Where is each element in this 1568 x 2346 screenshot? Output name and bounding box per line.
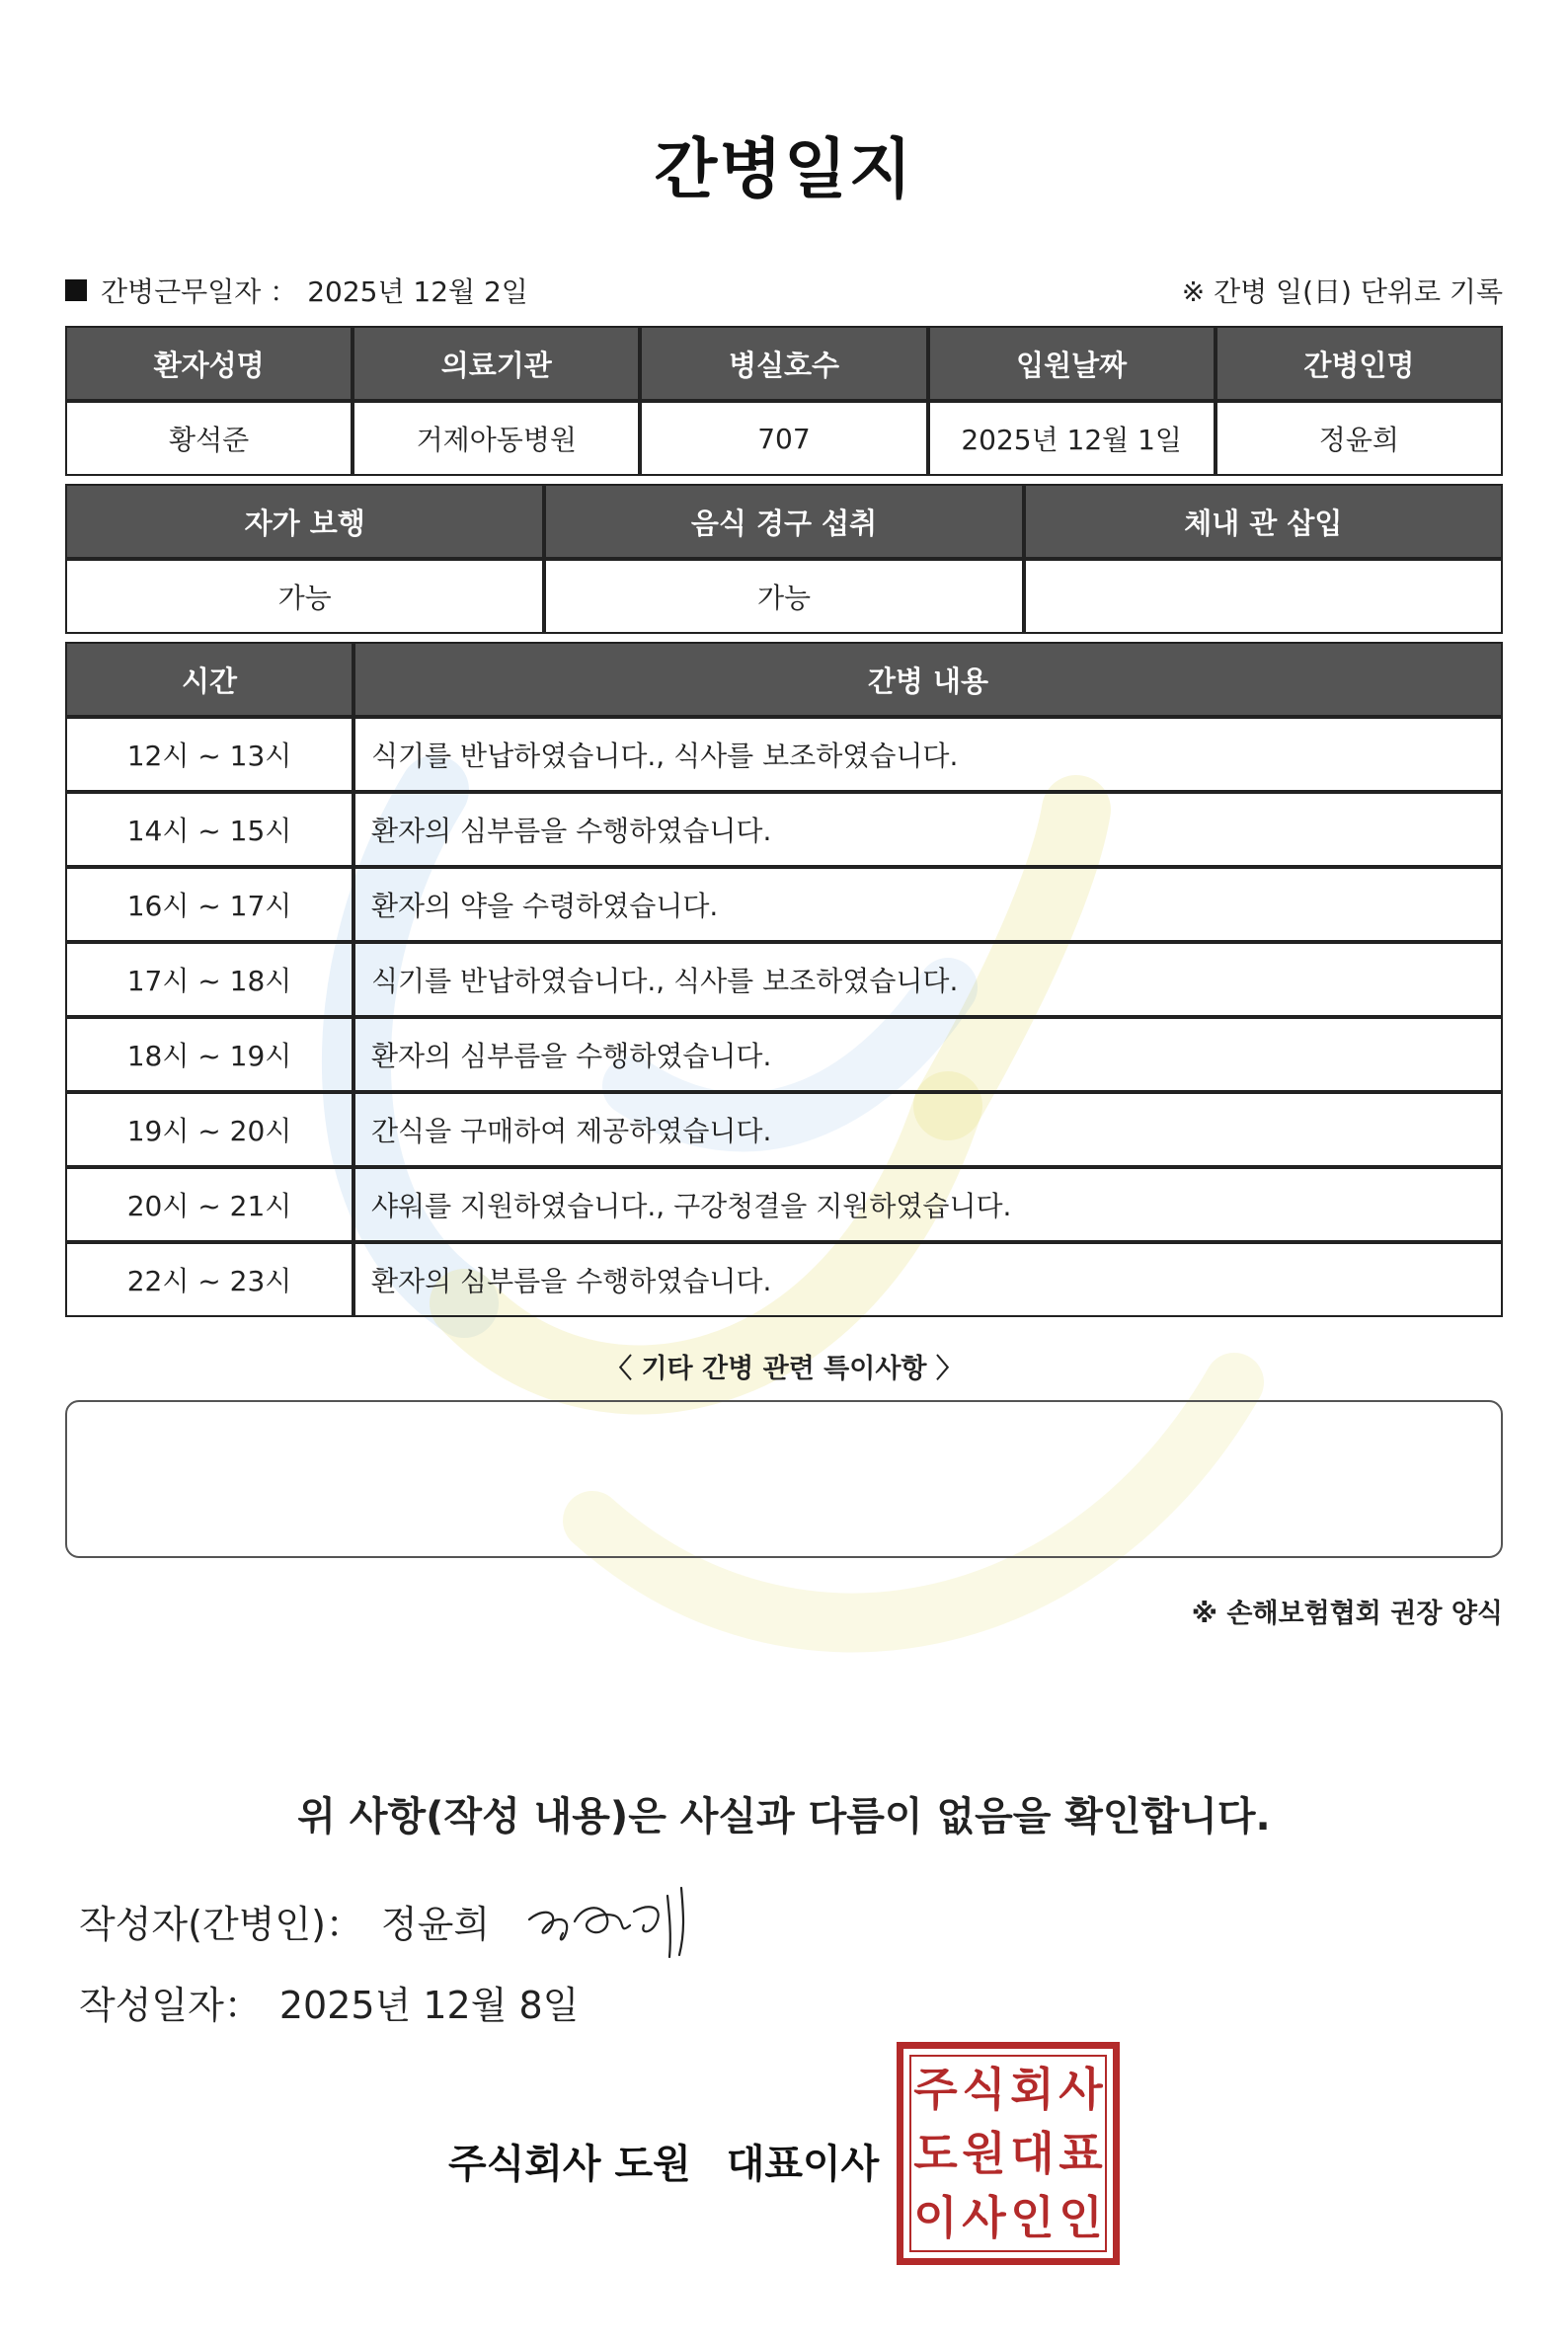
log-header-time: 시간 [65,642,353,717]
confirm-statement: 위 사항(작성 내용)은 사실과 다름이 없음을 확인합니다. [297,1794,1271,1839]
patient-header-caregiver: 간병인명 [1215,326,1503,401]
notes-box [65,1400,1503,1558]
seal-char: 이 [913,2191,958,2245]
seal-characters [909,2055,1107,2252]
log-content: 환자의 심부름을 수행하였습니다. [353,1242,1503,1317]
table-row [65,717,1503,792]
patient-name: 황석준 [65,401,353,476]
patient-table [65,326,1503,476]
unit-note: ※ 간병 일(日) 단위로 기록 [1181,275,1503,308]
written-date: 2025년 12월 8일 [278,1984,580,2027]
status-header-tube: 체내 관 삽입 [1024,484,1503,559]
company-role: 대표이사 [726,2142,880,2187]
log-time: 18시 ~ 19시 [65,1017,353,1092]
log-content: 식기를 반납하였습니다., 식사를 보조하였습니다. [353,717,1503,792]
table-row [65,1092,1503,1167]
seal-char: 인 [1010,2191,1055,2245]
log-content: 환자의 약을 수령하였습니다. [353,867,1503,942]
seal-char: 주 [913,2062,958,2116]
writer-row [79,1894,490,1948]
page-title: 간병일지 [654,131,914,207]
table-row [65,867,1503,942]
seal-char: 도 [913,2126,958,2180]
log-time: 17시 ~ 18시 [65,942,353,1017]
log-header-content: 간병 내용 [353,642,1503,717]
log-time: 22시 ~ 23시 [65,1242,353,1317]
hospital-name: 거제아동병원 [353,401,640,476]
status-oral: 가능 [544,559,1023,634]
seal-char: 회 [1010,2062,1055,2116]
seal-char: 대 [1010,2126,1055,2180]
seal-char: 인 [1058,2191,1103,2245]
status-table [65,484,1503,634]
company-line [448,2133,879,2189]
seal-char: 사 [962,2191,1006,2245]
seal-char: 원 [962,2126,1006,2180]
log-time: 16시 ~ 17시 [65,867,353,942]
table-row [65,942,1503,1017]
seal-char: 사 [1058,2062,1103,2116]
work-date-label: 간병근무일자 ： [101,275,298,308]
table-row [65,792,1503,867]
caregiver-name: 정윤희 [1215,401,1503,476]
written-label: 작성일자： [79,1984,262,2027]
admission-date: 2025년 12월 1일 [928,401,1215,476]
seal-char: 식 [962,2062,1006,2116]
notes-title: 〈 기타 간병 관련 특이사항 〉 [605,1354,963,1384]
patient-header-name: 환자성명 [65,326,353,401]
work-date: 2025년 12월 2일 [307,275,528,308]
patient-header-room: 병실호수 [640,326,927,401]
bullet-square-icon [65,279,87,301]
table-row [65,1167,1503,1242]
log-content: 식기를 반납하였습니다., 식사를 보조하였습니다. [353,942,1503,1017]
log-content: 샤워를 지원하였습니다., 구강청결을 지원하였습니다. [353,1167,1503,1242]
log-content: 간식을 구매하여 제공하였습니다. [353,1092,1503,1167]
seal-char: 표 [1058,2126,1103,2180]
table-row [65,1242,1503,1317]
log-time: 14시 ~ 15시 [65,792,353,867]
log-time: 12시 ~ 13시 [65,717,353,792]
writer-name: 정윤희 [380,1903,491,1946]
log-content: 환자의 심부름을 수행하였습니다. [353,792,1503,867]
patient-header-hospital: 의료기관 [353,326,640,401]
room-number: 707 [640,401,927,476]
status-tube [1024,559,1503,634]
log-content: 환자의 심부름을 수행하였습니다. [353,1017,1503,1092]
status-header-oral: 음식 경구 섭취 [544,484,1023,559]
log-time: 19시 ~ 20시 [65,1092,353,1167]
signature [523,1876,711,1965]
table-row [65,1017,1503,1092]
log-time: 20시 ~ 21시 [65,1167,353,1242]
writer-label: 작성자(간병인)： [79,1903,363,1946]
company-name: 주식회사 도원 [448,2142,691,2187]
patient-header-admission: 입원날짜 [928,326,1215,401]
written-date-row [79,1975,579,2029]
meta-row [65,271,1503,310]
company-seal [897,2042,1120,2265]
status-header-walking: 자가 보행 [65,484,544,559]
recommend-note: ※ 손해보험협회 권장 양식 [1191,1599,1503,1629]
log-table [65,642,1503,1317]
status-walking: 가능 [65,559,544,634]
